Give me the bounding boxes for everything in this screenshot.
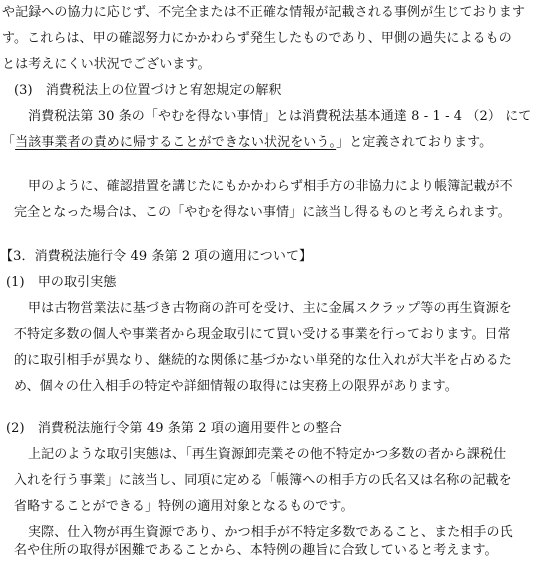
body-line-12: 不特定多数の個人や事業者から現金取引にて買い受ける事業を行っております。日常	[14, 327, 511, 342]
subsection-heading-2: (2) 消費税法施行令第 49 条第 2 項の適用要件との整合	[6, 421, 342, 436]
body-line-20: 名や住所の取得が困難であることから、本特例の趣旨に合致していると考えます。	[14, 543, 498, 558]
definition-line	[2, 132, 492, 154]
definition-underlined-text: 当該事業者の責めに帰することができない状況をいう。	[15, 135, 337, 150]
body-line-5: 消費税法第 30 条の「やむを得ない事情」とは消費税法基本通達 8 - 1 - 4 （2） にて	[28, 109, 532, 124]
body-line-19: 実際、仕入物が再生資源であり、かつ相手が不特定多数であること、また相手の氏	[28, 525, 513, 540]
body-line-13: 的に取引相手が異なり、継続的な関係に基づかない単発的な仕入れが大半を占めるた	[14, 353, 512, 368]
body-line-16: 上記のような取引実態は、「再生資源卸売業その他不特定かつ多数の者から課税仕	[28, 447, 507, 462]
body-line-14: め、個々の仕入相手の特定や詳細情報の取得には実務上の限界があります。	[14, 379, 458, 394]
definition-tail-text: 」と定義されております。	[336, 135, 493, 150]
body-line-2: す。これらは、甲の確認努力にかかわらず発生したものであり、甲側の過失によるもの	[2, 31, 512, 46]
subsection-heading-1: (1) 甲の取引実態	[6, 275, 117, 290]
body-line-11: 甲は古物営業法に基づき古物商の許可を受け、主に金属スクラップ等の再生資源を	[28, 301, 512, 316]
definition-open-quote: 「	[2, 135, 16, 150]
body-line-8: 完全となった場合は、この「やむを得ない事情」に該当し得るものと考えられます。	[14, 205, 511, 220]
body-line-17: 入れを行う事業」に該当し、同項に定める「帳簿への相手方の氏名又は名称の記載を	[14, 473, 512, 488]
body-line-1: や記録への協力に応じず、不完全または不正確な情報が記載される事例が生じております	[2, 5, 525, 20]
section-heading-3: (3) 消費税法上の位置づけと宥恕規定の解釈	[14, 83, 282, 98]
chapter-heading-3: 【3．消費税法施行令 49 条第 2 項の適用について】	[0, 249, 313, 264]
body-line-18: 省略することができる」特例の適用対象となるものです。	[14, 499, 354, 514]
body-line-7: 甲のように、確認措置を講じたにもかかわらず相手方の非協力により帳簿記載が不	[28, 179, 513, 194]
body-line-3: とは考えにくい状況でございます。	[2, 57, 211, 72]
